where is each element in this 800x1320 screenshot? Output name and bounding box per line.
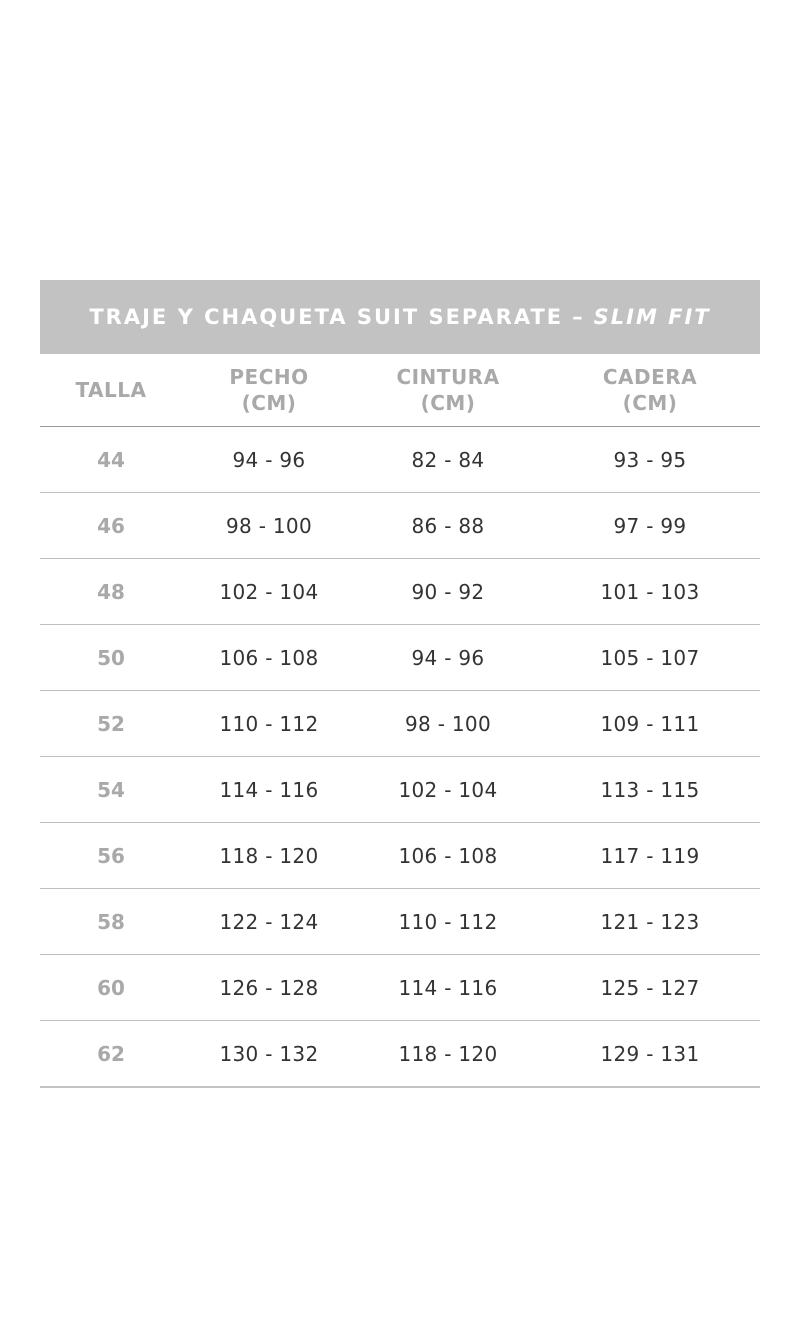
size-cell: 60 [97,975,125,1000]
table-title-banner [40,280,760,354]
table-row [40,823,760,889]
chest-cell: 94 - 96 [232,447,306,472]
waist-cell: 82 - 84 [411,447,485,472]
table-row [40,625,760,691]
chest-cell: 122 - 124 [219,909,319,934]
table-row [40,1021,760,1088]
chest-cell: 114 - 116 [219,777,319,802]
hip-cell: 121 - 123 [600,909,700,934]
waist-cell: 94 - 96 [411,645,485,670]
fit-label: SLIM FIT [593,305,711,329]
hip-cell: 109 - 111 [600,711,700,736]
size-cell: 54 [97,777,125,802]
header-chest [182,364,356,416]
table-row [40,757,760,823]
waist-cell: 110 - 112 [398,909,498,934]
title-separator: – [572,305,585,329]
table-row [40,559,760,625]
waist-cell: 86 - 88 [411,513,485,538]
hip-cell: 129 - 131 [600,1041,700,1066]
table-row [40,493,760,559]
hip-cell: 113 - 115 [600,777,700,802]
chest-cell: 130 - 132 [219,1041,319,1066]
waist-cell: 118 - 120 [398,1041,498,1066]
header-size-label: TALLA [75,378,147,402]
size-cell: 56 [97,843,125,868]
column-header-row [40,354,760,427]
waist-cell: 102 - 104 [398,777,498,802]
header-size [40,377,182,403]
waist-cell: 106 - 108 [398,843,498,868]
chest-cell: 98 - 100 [226,513,312,538]
hip-cell: 93 - 95 [613,447,687,472]
header-waist-label: CINTURA [396,365,500,389]
size-chart-table [40,280,760,1088]
size-cell: 48 [97,579,125,604]
chest-cell: 110 - 112 [219,711,319,736]
hip-cell: 97 - 99 [613,513,687,538]
waist-cell: 90 - 92 [411,579,485,604]
hip-cell: 117 - 119 [600,843,700,868]
hip-cell: 101 - 103 [600,579,700,604]
size-cell: 52 [97,711,125,736]
hip-cell: 125 - 127 [600,975,700,1000]
table-title: TRAJE Y CHAQUETA SUIT SEPARATE [89,305,564,329]
table-row [40,889,760,955]
chest-cell: 106 - 108 [219,645,319,670]
waist-cell: 114 - 116 [398,975,498,1000]
table-body [40,427,760,1088]
chest-cell: 102 - 104 [219,579,319,604]
header-hip-label: CADERA [602,365,698,389]
header-hip [540,364,760,416]
size-cell: 58 [97,909,125,934]
header-chest-label: PECHO [229,365,309,389]
header-waist [356,364,540,416]
size-cell: 50 [97,645,125,670]
header-hip-unit: (CM) [622,391,678,415]
size-cell: 44 [97,447,125,472]
waist-cell: 98 - 100 [405,711,491,736]
table-row [40,691,760,757]
size-cell: 46 [97,513,125,538]
hip-cell: 105 - 107 [600,645,700,670]
size-cell: 62 [97,1041,125,1066]
header-chest-unit: (CM) [241,391,297,415]
table-row [40,955,760,1021]
header-waist-unit: (CM) [420,391,476,415]
chest-cell: 126 - 128 [219,975,319,1000]
table-row [40,427,760,493]
chest-cell: 118 - 120 [219,843,319,868]
